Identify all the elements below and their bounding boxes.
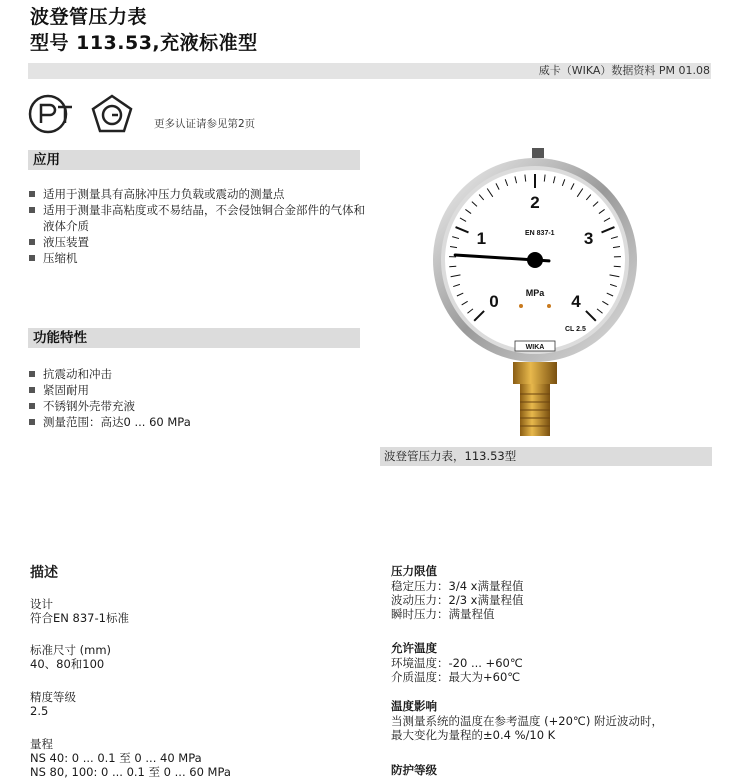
list-item: 液压装置 bbox=[28, 234, 368, 250]
spec-block-temperature-effect: 温度影响 当测量系统的温度在参考温度 (+20℃) 附近波动时， 最大变化为量程的±0.4 %/10 K bbox=[391, 699, 663, 742]
spec-block-accuracy: 精度等级 2.5 bbox=[30, 690, 76, 718]
datasheet-number: 威卡（WIKA）数据资料 PM 01.08 bbox=[538, 64, 710, 77]
list-item: 不锈钢外壳带充液 bbox=[28, 398, 368, 414]
spec-block-range: 量程 NS 40: 0 ... 0.1 至 0 ... 40 MPa NS 80, 100: 0 ... 0.1 至 0 ... 60 MPa bbox=[30, 737, 231, 779]
list-item: 适用于测量非高粘度或不易结晶，不会侵蚀铜合金部件的气体和液体介质 bbox=[28, 202, 368, 234]
list-item: 抗震动和冲击 bbox=[28, 366, 368, 382]
spec-block-design: 设计 符合EN 837-1标准 bbox=[30, 597, 129, 625]
gauge-scale-label: 1 bbox=[476, 228, 487, 248]
gauge-socket bbox=[513, 362, 557, 384]
list-item: 适用于测量具有高脉冲压力负载或震动的测量点 bbox=[28, 186, 368, 202]
gauge-accuracy-label: CL 2.5 bbox=[565, 326, 586, 333]
features-list bbox=[28, 366, 368, 430]
gauge-scale-label: 0 bbox=[489, 292, 499, 312]
gauge-unit-label: MPa bbox=[525, 288, 545, 298]
page-subtitle: 型号 113.53,充液标准型 bbox=[30, 32, 258, 54]
gauge-scale-label: 4 bbox=[571, 292, 581, 312]
list-item: 压缩机 bbox=[28, 250, 368, 266]
pct-certification-icon bbox=[28, 93, 78, 135]
list-item: 测量范围：高达0 ... 60 MPa bbox=[28, 414, 368, 430]
spec-block-pressure-limits: 压力限值 稳定压力：3/4 x满量程值 波动压力：2/3 x满量程值 瞬时压力：满量程值 bbox=[391, 564, 524, 621]
gost-certification-icon bbox=[90, 93, 134, 135]
spec-block-temperature: 允许温度 环境温度：-20 ... +60℃ 介质温度：最大为+60℃ bbox=[391, 641, 523, 684]
application-title: 应用 bbox=[33, 152, 60, 168]
gauge-brand-label: WIKA bbox=[525, 344, 545, 351]
certification-note: 更多认证请参见第2页 bbox=[154, 118, 256, 130]
gauge-scale-label: 3 bbox=[583, 228, 594, 248]
application-list bbox=[28, 186, 368, 266]
spec-block-size: 标准尺寸 (mm) 40、80和100 bbox=[30, 643, 112, 671]
application-header-bar bbox=[28, 150, 360, 170]
features-title: 功能特性 bbox=[33, 330, 87, 346]
gauge-scale-label: 2 bbox=[530, 193, 540, 212]
description-title: 描述 bbox=[30, 565, 58, 581]
page-title: 波登管压力表 bbox=[30, 6, 148, 28]
gauge-caption: 波登管压力表，113.53型 bbox=[384, 449, 517, 463]
pressure-gauge-image bbox=[425, 148, 645, 443]
list-item: 紧固耐用 bbox=[28, 382, 368, 398]
spec-block-protection: 防护等级 bbox=[391, 763, 437, 777]
fill-plug bbox=[532, 148, 544, 158]
gauge-standard-label: EN 837-1 bbox=[525, 230, 555, 237]
